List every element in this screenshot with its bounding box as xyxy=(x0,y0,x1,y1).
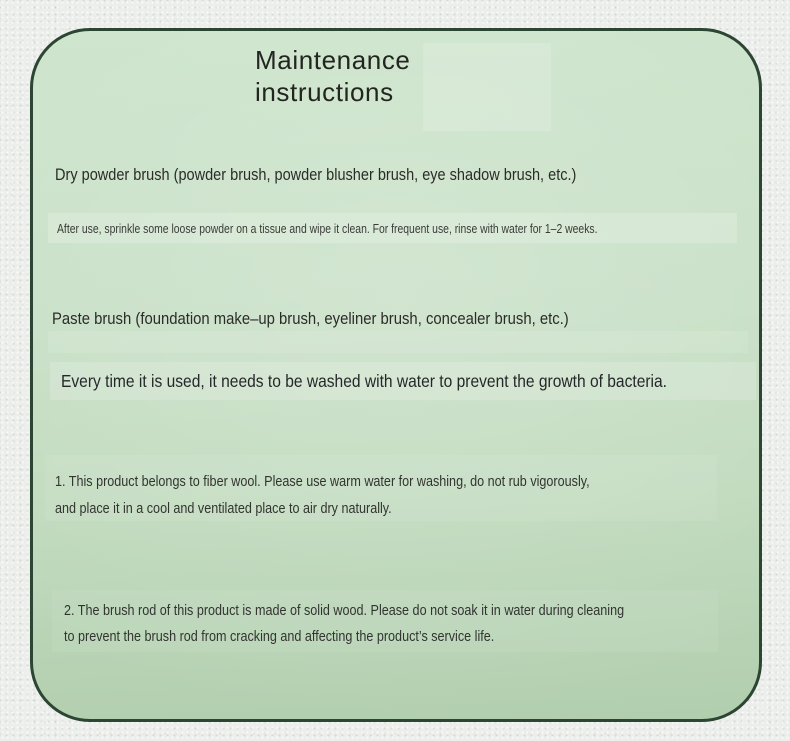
care-note-2-line-2: to prevent the brush rod from cracking and affecting the product’s service life. xyxy=(64,628,495,645)
page-title xyxy=(255,44,410,108)
dry-powder-brush-heading: Dry powder brush (powder brush, powder blusher brush, eye shadow brush, etc.) xyxy=(55,166,577,184)
care-note-1-line-2: and place it in a cool and ventilated place to air dry naturally. xyxy=(55,500,392,517)
ghost-highlight xyxy=(423,43,551,131)
maintenance-card xyxy=(30,28,762,722)
paste-brush-heading: Paste brush (foundation make–up brush, eyeliner brush, concealer brush, etc.) xyxy=(52,310,569,328)
care-note-1-line-1: 1. This product belongs to fiber wool. Please use warm water for washing, do not rub vigorously, xyxy=(55,473,590,490)
care-note-2 xyxy=(64,598,624,650)
ghost-highlight xyxy=(48,331,748,353)
care-note-1 xyxy=(55,468,590,522)
page-title-line-1: Maintenance xyxy=(255,45,411,75)
paste-brush-instruction: Every time it is used, it needs to be washed with water to prevent the growth of bacteria. xyxy=(61,371,668,391)
page-title-line-2: instructions xyxy=(255,77,394,107)
care-note-2-line-1: 2. The brush rod of this product is made of solid wood. Please do not soak it in water during cleaning xyxy=(64,602,625,619)
dry-powder-brush-instruction: After use, sprinkle some loose powder on a tissue and wipe it clean. For frequent use, rinse with water for 1–2 weeks. xyxy=(57,221,598,236)
